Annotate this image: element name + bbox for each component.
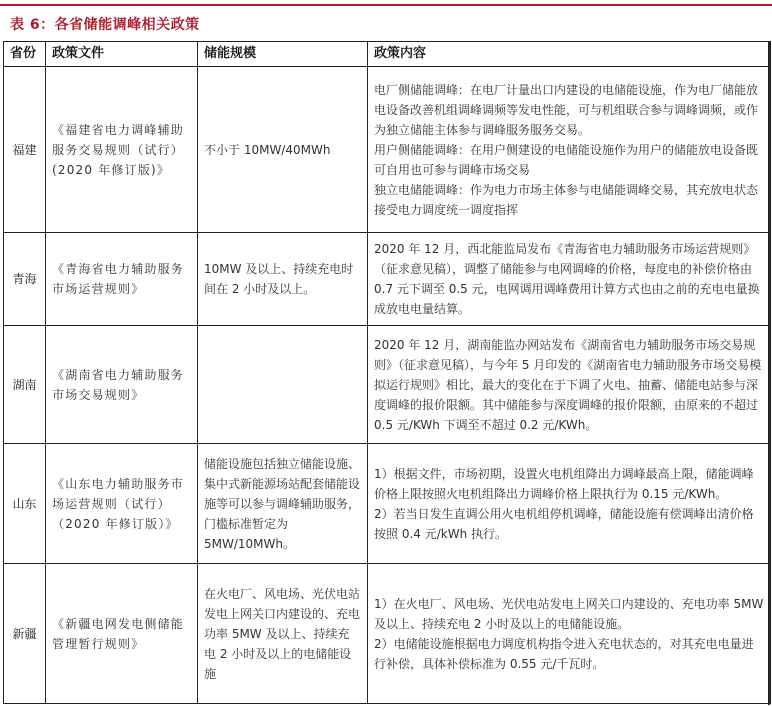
table-row xyxy=(4,233,771,326)
header-province: 省份 xyxy=(4,42,46,67)
scale-cell xyxy=(198,326,368,444)
content-paragraph: 1）根据文件，市场初期，设置火电机组降出力调峰最高上限，储能调峰价格上限按照火电机组降出力调峰价格上限执行为 0.15 元/KWh。 xyxy=(374,466,754,501)
header-scale: 储能规模 xyxy=(198,42,368,67)
province-cell: 湖南 xyxy=(4,326,46,444)
policy-table xyxy=(3,41,771,704)
province-cell: 山东 xyxy=(4,444,46,564)
content-cell xyxy=(368,67,771,233)
content-cell xyxy=(368,564,771,704)
province-cell: 福建 xyxy=(4,67,46,233)
table-row xyxy=(4,564,771,704)
file-cell: 《青海省电力辅助服务市场运营规则》 xyxy=(46,233,198,326)
province-cell: 青海 xyxy=(4,233,46,326)
caption-top-rule xyxy=(0,4,772,6)
header-file: 政策文件 xyxy=(46,42,198,67)
content-paragraph: 2）电储能设施根据电力调度机构指令进入充电状态的，对其充电电量进行补偿，具体补偿标准为 0.55 元/千瓦时。 xyxy=(374,636,754,671)
table-right-edge xyxy=(768,41,770,705)
content-cell xyxy=(368,444,771,564)
header-content: 政策内容 xyxy=(368,42,771,67)
content-cell xyxy=(368,326,771,444)
content-paragraph: 2）若当日发生直调公用火电机组停机调峰，储能设施有偿调峰出清价格按照 0.4 元/kWh 执行。 xyxy=(374,506,754,541)
file-cell: 《新疆电网发电侧储能管理暂行规则》 xyxy=(46,564,198,704)
content-paragraph: 2020 年 12 月，西北能监局发布《青海省电力辅助服务市场运营规则》（征求意见稿），调整了储能参与电网调峰的价格，每度电的补偿价格由 0.7 元下调至 0.5 元，电网调用调峰费用计算方式也由之前的充电电量换成放电电量结算。 xyxy=(374,242,760,316)
file-cell: 《湖南省电力辅助服务市场交易规则》 xyxy=(46,326,198,444)
content-cell xyxy=(368,233,771,326)
scale-cell: 10MW 及以上、持续充电时间在 2 小时及以上。 xyxy=(198,233,368,326)
province-cell: 新疆 xyxy=(4,564,46,704)
content-paragraph: 1）在火电厂、风电场、光伏电站发电上网关口内建设的、充电功率 5MW 及以上、持续充电 2 小时及以上的电储能设施。 xyxy=(374,596,764,631)
content-paragraph: 用户侧储能调峰：在用户侧建设的电储能设施作为用户的储能放电设备既可自用也可参与调峰市场交易 xyxy=(374,142,759,177)
scale-cell: 储能设施包括独立储能设施、集中式新能源场站配套储能设施等可以参与调峰辅助服务，门槛标准暂定为 5MW/10MWh。 xyxy=(198,444,368,564)
table-caption: 表 6：各省储能调峰相关政策 xyxy=(10,17,200,33)
table-row xyxy=(4,444,771,564)
content-paragraph: 独立电储能调峰：作为电力市场主体参与电储能调峰交易，其充放电状态接受电力调度统一调度指挥 xyxy=(374,182,759,217)
file-cell: 《山东电力辅助服务市场运营规则（试行）（2020 年修订版）》 xyxy=(46,444,198,564)
table-row xyxy=(4,67,771,233)
scale-cell: 不小于 10MW/40MWh xyxy=(198,67,368,233)
scale-cell: 在火电厂、风电场、光伏电站发电上网关口内建设的、充电功率 5MW 及以上、持续充电 2 小时及以上的电储能设施 xyxy=(198,564,368,704)
table-row xyxy=(4,326,771,444)
content-paragraph: 电厂侧储能调峰：在电厂计量出口内建设的电储能设施，作为电厂储能放电设备改善机组调峰调频等发电性能，可与机组联合参与调峰调频，或作为独立储能主体参与调峰服务服务交易。 xyxy=(374,82,759,137)
content-paragraph: 2020 年 12 月，湖南能监办网站发布《湖南省电力辅助服务市场交易规则》（征求意见稿），与今年 5 月印发的《湖南省电力辅助服务市场交易模拟运行规则》相比，最大的变化在于下调了火电、抽蓄、储能电站参与深度调峰的报价限额。其中储能参与深度调峰的报价限额，由原来的不超过 0.5 元/KWh 下调至不超过 0.2 元/KWh。 xyxy=(374,337,762,432)
header-row xyxy=(4,42,771,67)
file-cell: 《福建省电力调峰辅助服务交易规则（试行）(2020 年修订版)》 xyxy=(46,67,198,233)
